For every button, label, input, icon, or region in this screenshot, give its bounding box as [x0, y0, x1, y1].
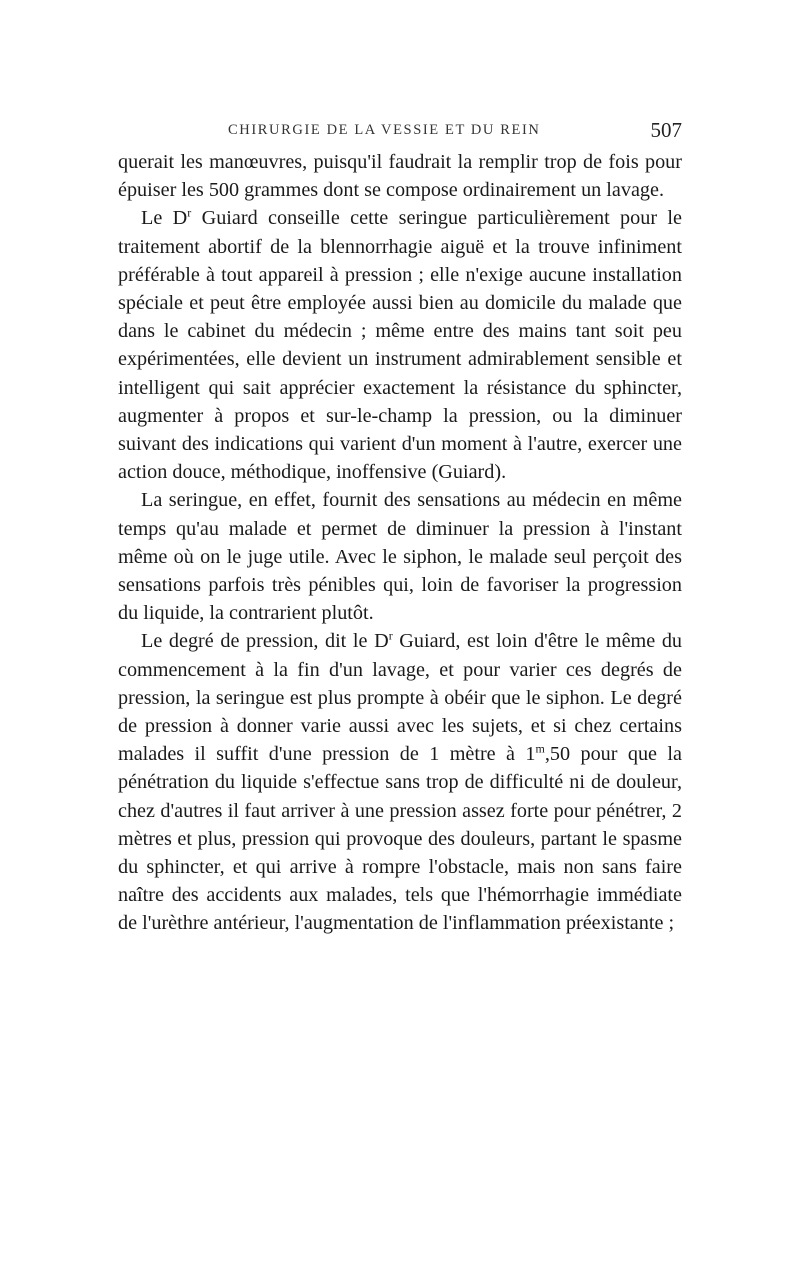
paragraph-text: Guiard conseille cette seringue particulièrement pour le traitement abortif de la blennorrhagie aiguë et la trouve infiniment préférable à tout appareil à pression ; elle n'exige aucune installation spéciale et peut être employée aussi bien au domicile du malade que dans le cabinet du médecin ; même entre des mains tant soit peu expérimentées, elle devient un instrument admirablement sensible et intelligent qui sait apprécier exactement la résistance du sphincter, augmenter à propos et sur-le-champ la pression, ou la diminuer suivant des indications qui varient d'un moment à l'autre, exercer une action douce, méthodique, inoffensive (Guiard). [118, 207, 682, 484]
paragraph-2 [118, 204, 682, 486]
paragraph-text-start: Le D [141, 207, 188, 230]
running-title: CHIRURGIE DE LA VESSIE ET DU REIN [228, 122, 541, 138]
paragraph-1 [118, 148, 682, 204]
paragraph-3 [118, 486, 682, 627]
book-page [118, 118, 682, 938]
page-header [118, 118, 682, 148]
paragraph-text: La seringue, en effet, fournit des sensations au médecin en même temps qu'au malade et permet de diminuer la pression à l'instant même où on le juge utile. Avec le siphon, le malade seul perçoit des sensations parfois très pénibles qui, loin de favoriser la progression du liquide, la contrarient plutôt. [118, 489, 682, 625]
paragraph-text: ,50 pour que la pénétration du liquide s'effectue sans trop de difficulté ni de douleur, chez d'autres il faut arriver à une pression assez forte pour pénétrer, 2 mètres et plus, pression qui provoque des douleurs, partant le spasme du sphincter, et qui arrive à rompre l'obstacle, mais non sans faire naître des accidents aux malades, tels que l'hémorrhagie immédiate de l'urèthre antérieur, l'augmentation de l'inflammation préexistante ; [118, 743, 682, 935]
superscript-unit: m [535, 741, 545, 756]
paragraph-text-start: Le degré de pression, dit le D [141, 630, 389, 653]
paragraph-text-middle: Guiard, est loin d'être le même du commencement à la fin d'un lavage, et pour varier ces degrés de pression, la seringue est plus prompte à obéir que le siphon. Le degré de pression à donner varie aussi avec les sujets, et si chez certains malades il suffit d'une pression de 1 mètre à 1 [118, 630, 683, 766]
page-body [118, 148, 682, 938]
superscript: r [187, 205, 192, 220]
paragraph-text: querait les manœuvres, puisqu'il faudrait la remplir trop de fois pour épuiser les 500 grammes dont se compose ordinairement un lavage. [118, 151, 682, 202]
superscript: r [388, 628, 393, 643]
paragraph-4 [118, 627, 682, 937]
page-number: 507 [650, 118, 682, 142]
